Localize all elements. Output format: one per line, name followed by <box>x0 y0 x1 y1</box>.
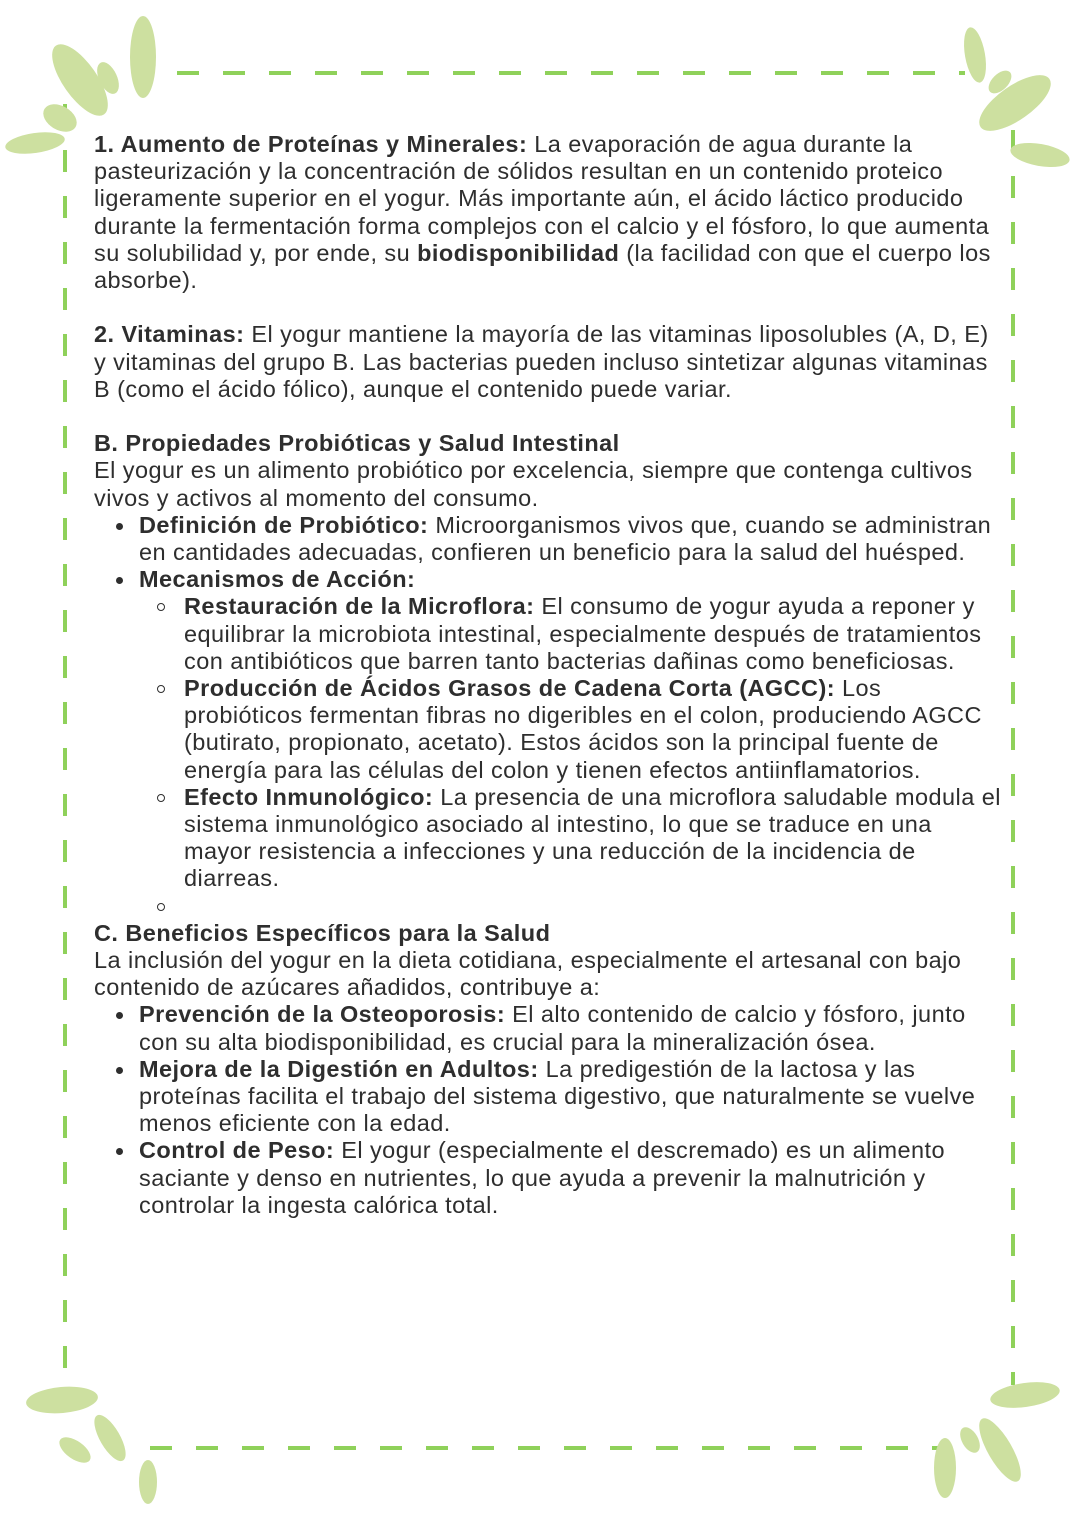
paragraph-text: La evaporación de agua durante la pasteurización y la concentración de sólidos resultan en un contenido proteico ligeramente superior en el yogur. Más importante aún, el ácido láctico producido durante la fermentación forma complejos con el calcio y el fósforo, lo que aumenta su solubilidad y, por ende, su <box>94 131 990 266</box>
empty-sub-list-item <box>94 893 1004 920</box>
item-text: Microorganismos vivos que, cuando se administran en cantidades adecuadas, confieren un beneficio para la salud del huésped. <box>139 511 992 566</box>
item-title: Restauración de la Microflora: <box>184 593 535 620</box>
item-title: Mecanismos de Acción: <box>139 566 416 593</box>
item-text: La presencia de una microflora saludable modula el sistema inmunológico asociado al intestino, lo que se traduce en una mayor resistencia a infecciones y una reducción de la incidencia de diarreas. <box>184 783 1001 892</box>
item-title: Definición de Probiótico: <box>139 511 429 538</box>
item-title: Prevención de la Osteoporosis: <box>139 1001 506 1028</box>
paragraph-text: El yogur mantiene la mayoría de las vitaminas liposolubles (A, D, E) y vitaminas del grupo B. Las bacterias pueden incluso sintetizar algunas vitaminas B (como el ácido fólico), aunque el contenido puede variar. <box>94 321 989 402</box>
section-c-intro: La inclusión del yogur en la dieta cotidiana, especialmente el artesanal con bajo contenido de azúcares añadidos, contribuye a: <box>94 947 962 1001</box>
list-item <box>94 566 1004 593</box>
paragraph-proteins-minerals <box>94 131 1004 294</box>
bottom-left-sprig-icon <box>25 1384 157 1504</box>
list-item <box>94 512 1004 566</box>
section-c-list <box>94 1001 1004 1219</box>
item-title: Efecto Inmunológico: <box>184 783 434 810</box>
paragraph-title: 2. Vitaminas: <box>94 321 245 348</box>
section-c-heading <box>94 920 1004 947</box>
item-text: El yogur (especialmente el descremado) es un alimento saciante y denso en nutrientes, lo que ayuda a prevenir la malnutrición y controlar la ingesta calórica total. <box>139 1137 946 1218</box>
sub-list-item <box>94 784 1004 893</box>
item-text: El consumo de yogur ayuda a reponer y equilibrar la microbiota intestinal, especialmente después de tratamientos con antibióticos que barren tanto bacterias dañinas como beneficiosas. <box>184 593 982 674</box>
heading-text: B. Propiedades Probióticas y Salud Intestinal <box>94 430 620 457</box>
list-item <box>94 1137 1004 1219</box>
section-b-list <box>94 512 1004 594</box>
item-title: Producción de Ácidos Grasos de Cadena Corta (AGCC): <box>184 675 836 702</box>
mechanisms-list <box>94 593 1004 919</box>
bottom-right-sprig-icon <box>934 1378 1061 1498</box>
document-body <box>94 131 1004 1219</box>
section-b-heading <box>94 430 1004 457</box>
bold-term: biodisponibilidad <box>417 239 620 266</box>
item-text: Los probióticos fermentan fibras no digeribles en el colon, produciendo AGCC (butirato, propionato, acetato). Estos ácidos son la principal fuente de energía para las células del colon y tienen efectos antiinflamatorios. <box>184 675 982 783</box>
list-item <box>94 1001 1004 1055</box>
paragraph-title: 1. Aumento de Proteínas y Minerales: <box>94 131 528 157</box>
section-b-intro: El yogur es un alimento probiótico por excelencia, siempre que contenga cultivos vivos y activos al momento del consumo. <box>94 457 973 511</box>
item-text: El alto contenido de calcio y fósforo, junto con su alta biodisponibilidad, es crucial para la mineralización ósea. <box>139 1001 966 1055</box>
item-title: Mejora de la Digestión en Adultos: <box>139 1055 539 1082</box>
sub-list-item <box>94 675 1004 784</box>
paragraph-text: (la facilidad con que el cuerpo los absorbe). <box>94 239 991 294</box>
item-title: Control de Peso: <box>139 1137 335 1164</box>
item-text: La predigestión de la lactosa y las proteínas facilita el trabajo del sistema digestivo, que naturalmente se vuelve menos eficiente con la edad. <box>139 1055 976 1137</box>
list-item <box>94 1056 1004 1138</box>
sub-list-item <box>94 593 1004 675</box>
paragraph-vitamins <box>94 321 1004 403</box>
heading-text: C. Beneficios Específicos para la Salud <box>94 919 551 946</box>
